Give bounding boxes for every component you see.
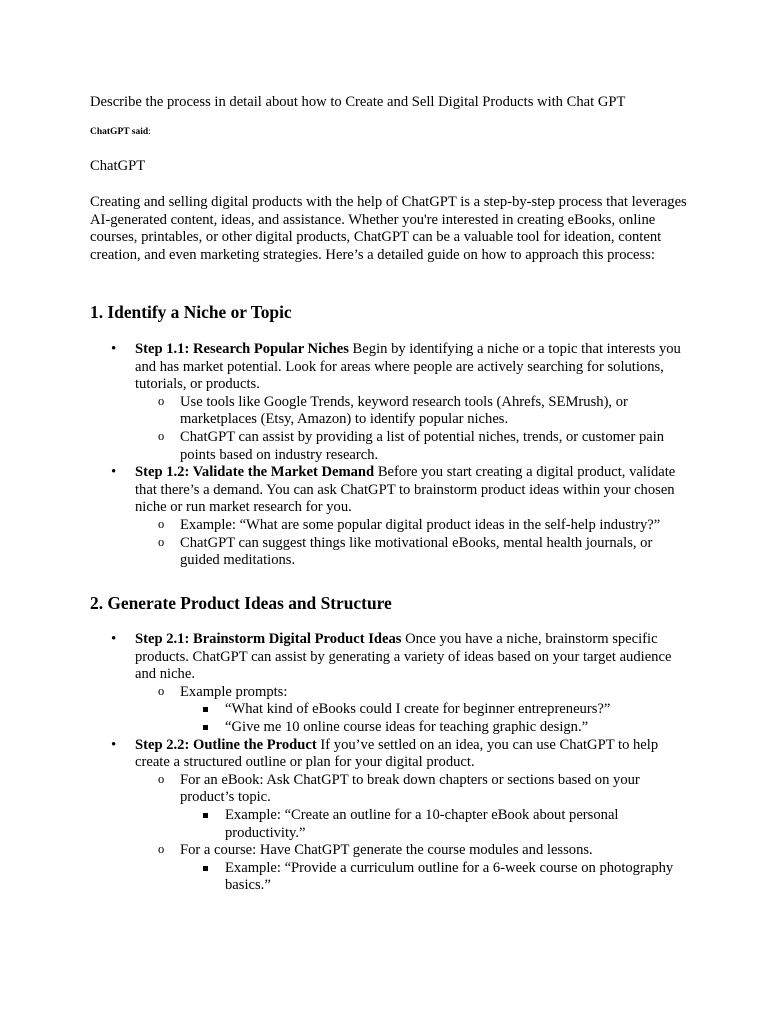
user-question: Describe the process in detail about how to Create and Sell Digital Products with Chat GPT [90, 94, 626, 110]
list-item-text: Example prompts: [180, 683, 288, 700]
list-item: “What kind of eBooks could I create for beginner entrepreneurs?” [225, 701, 695, 719]
list-item-text: For an eBook: Ask ChatGPT to break down chapters or sections based on your product’s topic. [180, 771, 640, 806]
step-1-2 [135, 464, 695, 570]
intro-paragraph: Creating and selling digital products with the help of ChatGPT is a step-by-step process that leverages AI-generated content, ideas, and assistance. Whether you're interested in creating eBooks, online courses, printables, or other digital products, ChatGPT can be a valuable tool for ideation, content creation, and even marketing strategies. Here’s a detailed guide on how to approach this process: [90, 194, 687, 263]
list-item: o ChatGPT can suggest things like motivational eBooks, mental health journals, or guided meditations. [180, 535, 695, 570]
step-text: If you’ve settled on an idea, you can use ChatGPT to help create a structured outline or plan for your digital product. [135, 736, 659, 771]
list-item [180, 772, 695, 842]
response-label-colon: : [148, 127, 151, 137]
step-title: Step 2.2: Outline the Product [135, 736, 317, 753]
section-1-steps [135, 341, 695, 570]
step-text: Before you start creating a digital product, validate that there’s a demand. You can ask ChatGPT to brainstorm product ideas within your chosen niche or run market research for you. [135, 464, 676, 516]
list-item: Example: “Create an outline for a 10-chapter eBook about personal productivity.” [225, 807, 695, 842]
response-label [90, 126, 151, 138]
section-heading-2: 2. Generate Product Ideas and Structure [90, 593, 392, 613]
response-label-text: ChatGPT said [90, 127, 149, 137]
step-2-2 [135, 737, 695, 895]
section-heading-1: 1. Identify a Niche or Topic [90, 302, 292, 322]
ebook-example-list [180, 807, 695, 842]
list-item: Example: “Provide a curriculum outline for a 6-week course on photography basics.” [225, 860, 695, 895]
example-prompts-list [180, 701, 695, 736]
step-2-1-subitems [135, 684, 695, 737]
list-item [180, 842, 695, 895]
assistant-name: ChatGPT [90, 158, 146, 174]
step-title: Step 1.2: Validate the Market Demand [135, 464, 375, 481]
list-item: o Use tools like Google Trends, keyword research tools (Ahrefs, SEMrush), or marketplaces (Etsy, Amazon) to identify popular niches. [180, 394, 695, 429]
list-item [180, 684, 695, 737]
step-text: Begin by identifying a niche or a topic that interests you and has market potential. Look for areas where people are actively searching for solutions, tutorials, or products. [135, 341, 681, 393]
section-2-steps [135, 631, 695, 895]
list-item-text: For a course: Have ChatGPT generate the course modules and lessons. [180, 842, 593, 859]
step-1-1-subitems [135, 394, 695, 464]
course-example-list [180, 860, 695, 895]
step-text: Once you have a niche, brainstorm specific products. ChatGPT can assist by generating a variety of ideas based on your target audience and niche. [135, 631, 672, 683]
step-2-1 [135, 631, 695, 737]
step-1-1 [135, 341, 695, 464]
list-item: “Give me 10 online course ideas for teaching graphic design.” [225, 719, 695, 737]
list-item: o ChatGPT can assist by providing a list of potential niches, trends, or customer pain points based on industry research. [180, 429, 695, 464]
step-title: Step 2.1: Brainstorm Digital Product Ideas [135, 631, 402, 647]
step-2-2-subitems [135, 772, 695, 895]
step-1-2-subitems [135, 517, 695, 570]
list-item: o Example: “What are some popular digital product ideas in the self-help industry?” [180, 517, 695, 535]
step-title: Step 1.1: Research Popular Niches [135, 341, 349, 357]
